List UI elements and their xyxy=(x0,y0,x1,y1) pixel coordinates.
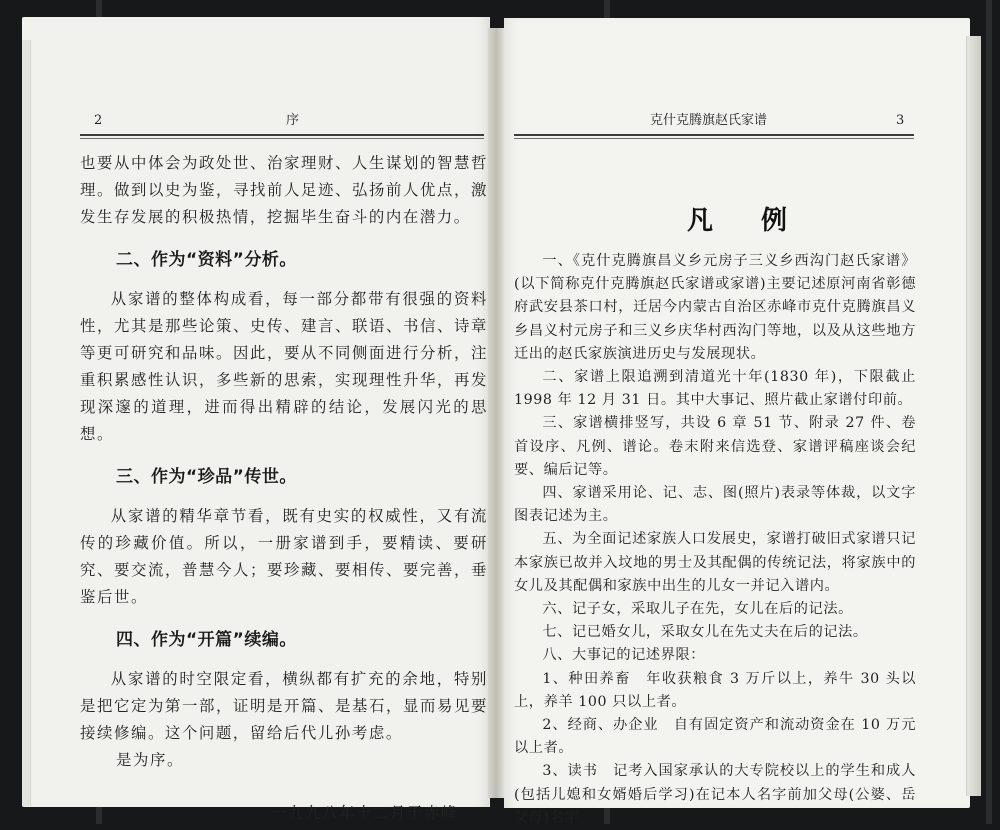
running-title: 序 xyxy=(286,113,300,128)
paragraph: 七、记已婚女儿，采取女儿在先丈夫在后的记法。 xyxy=(542,624,868,641)
section-heading: 二、作为“资料”分析。 xyxy=(116,250,297,270)
paragraph: 一、《克什克腾旗昌义乡元房子三义乡西沟门赵氏家谱》(以下简称克什克腾旗赵氏家谱或家谱)主要记述原河南省彰德府武安县茶口村，迁居今内蒙古自治区赤峰市克什克腾旗昌义乡昌义村元房子和三义乡庆华村西沟门等地，以及从这些地方迁出的赵氏家族演进历史与发展现状。 xyxy=(514,253,916,362)
right-page-body xyxy=(514,250,916,830)
section-title: 凡例 xyxy=(686,206,835,236)
section-heading: 三、作为“珍品”传世。 xyxy=(116,467,297,487)
header-rule xyxy=(514,134,914,136)
section-heading: 四、作为“开篇”续编。 xyxy=(116,630,297,650)
paragraph: 五、为全面记述家族人口发展史，家谱打破旧式家谱只记本家族已故并入坟地的男士及其配偶的传统记法，将家族中的女儿及其配偶和家族中出生的儿女一并记入谱内。 xyxy=(514,531,916,594)
list-item: 1、种田养畜 年收获粮食 3 万斤以上，养牛 30 头以上，养羊 100 只以上者。 xyxy=(514,670,916,710)
paragraph: 八、大事记的记述界限： xyxy=(542,647,706,664)
paragraph: 从家谱的整体构成看，每一部分都带有很强的资料性，尤其是那些论策、史传、建言、联语、书信、诗章等更可研究和品味。因此，要从不同侧面进行分析，注重积累感性认识，多些新的思索，实现理性升华，再发现深邃的道理，进而得出精辟的结论，发展闪光的思想。 xyxy=(80,290,488,443)
background-stripe xyxy=(986,0,992,824)
paragraph: 也要从中体会为政处世、治家理财、人生谋划的智慧哲理。做到以史为鉴，寻找前人足迹、弘扬前人优点，激发生存发展的积极热情，挖掘毕生奋斗的内在潜力。 xyxy=(80,154,488,226)
paragraph: 从家谱的精华章节看，既有史实的权威性，又有流传的珍藏价值。所以，一册家谱到手，要精读、要研究、要交流，普慧今人；要珍藏、要相传、要完善，垂鉴后世。 xyxy=(80,507,488,606)
paragraph: 二、家谱上限追溯到清道光十年(1830 年)，下限截止 1998 年 12 月 31 日。其中大事记、照片截止家谱付印前。 xyxy=(514,369,916,409)
right-running-head xyxy=(512,110,918,132)
list-item: 2、经商、办企业 自有固定资产和流动资金在 10 万元以上者。 xyxy=(514,717,916,757)
paragraph: 六、记子女，采取儿子在先，女儿在后的记法。 xyxy=(542,601,853,618)
left-page-body xyxy=(80,150,488,827)
header-rule xyxy=(80,138,484,139)
running-title: 克什克腾旗赵氏家谱 xyxy=(650,113,768,128)
right-page-edge xyxy=(966,36,981,796)
paragraph: 三、家谱横排竖写，共设 6 章 51 节、附录 27 件、卷首设序、凡例、谱论。卷末附来信选登、家谱评稿座谈会纪要、编后记等。 xyxy=(514,415,916,478)
left-running-head xyxy=(80,110,486,132)
list-item: 3、读书 记考入国家承认的大专院校以上的学生和成人(包括儿媳和女婿婚后学习)在记本人名字前加父母(公婆、岳父母)名字。 xyxy=(514,763,916,826)
signature-date: 一九九八年十二月于赤峰 xyxy=(271,804,458,822)
closing-line: 是为序。 xyxy=(116,751,184,769)
paragraph: 从家谱的时空限定看，横纵都有扩充的余地，特别是把它定为第一部，证明是开篇、是基石，显而易见要接续修编。这个问题，留给后代儿孙考虑。 xyxy=(80,670,488,742)
paragraph: 四、家谱采用论、记、志、图(照片)表录等体裁，以文字图表记述为主。 xyxy=(514,485,916,525)
header-rule xyxy=(80,134,484,136)
page-number: 2 xyxy=(94,113,103,128)
left-page-edge xyxy=(22,40,31,806)
header-rule xyxy=(514,138,914,139)
page-number: 3 xyxy=(896,113,905,128)
